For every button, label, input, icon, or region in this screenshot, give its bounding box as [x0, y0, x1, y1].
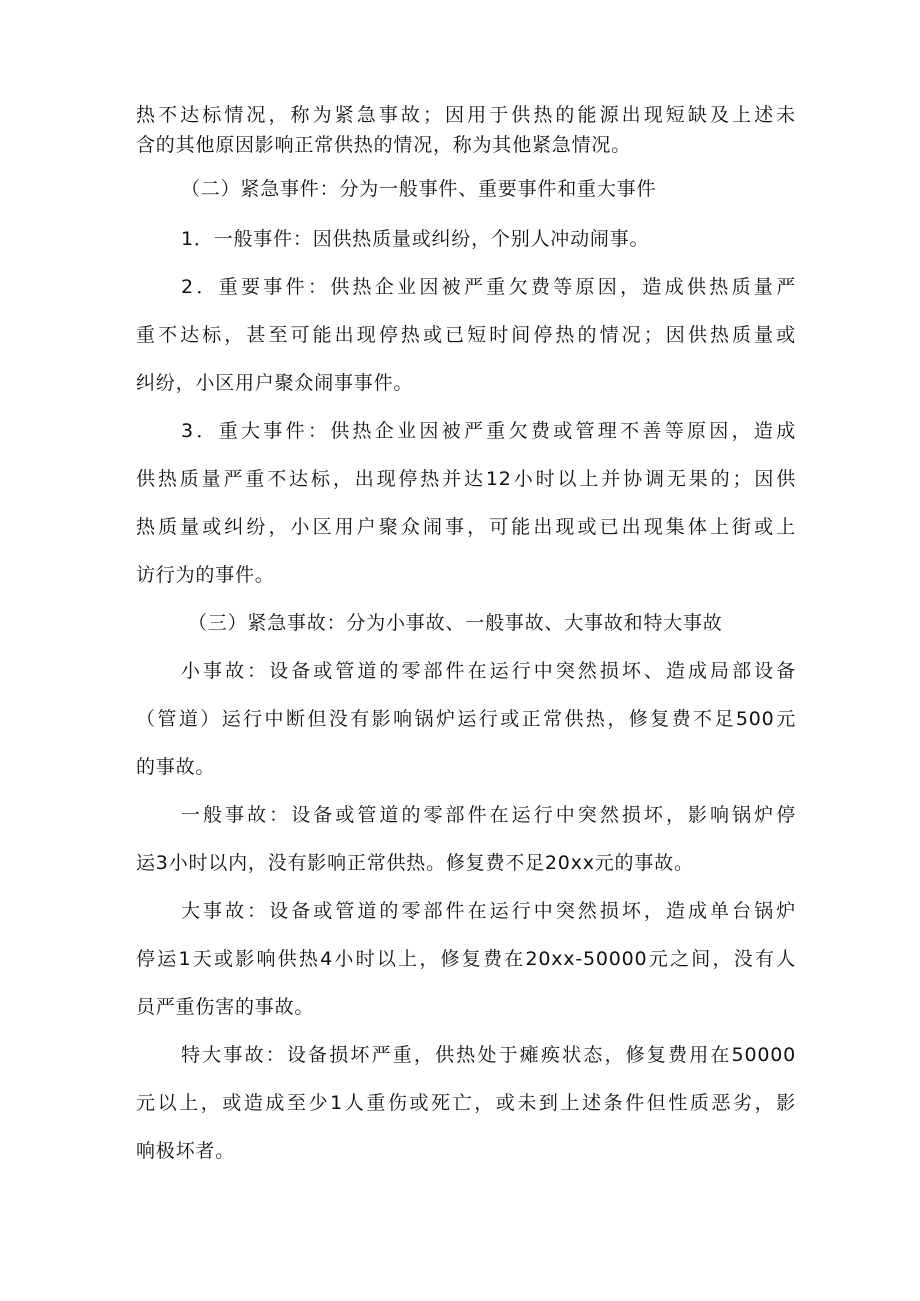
- text-line: 响极坏者。: [136, 1140, 236, 1162]
- section-heading: （二）紧急事件：分为一般事件、重要事件和重大事件: [181, 178, 657, 200]
- text-line: 运3小时以内，没有影响正常供热。修复费不足20xx元的事故。: [136, 852, 694, 874]
- text-line: 热不达标情况，称为紧急事故；因用于供热的能源出现短缺及上述未: [136, 104, 796, 126]
- text-line: （管道）运行中断但没有影响锅炉运行或正常供热，修复费不足500元: [136, 708, 796, 730]
- text-line: 重不达标，甚至可能出现停热或已短时间停热的情况；因供热质量或: [136, 324, 796, 346]
- list-item-heading: 1．一般事件：因供热质量或纠纷，个别人冲动闹事。: [181, 228, 650, 250]
- text-line: 大事故：设备或管道的零部件在运行中突然损坏，造成单台锅炉: [181, 900, 796, 922]
- text-line: 供热质量严重不达标，出现停热并达12小时以上并协调无果的；因供: [136, 468, 796, 490]
- text-line: 纠纷，小区用户聚众闹事事件。: [136, 372, 414, 394]
- text-line: 访行为的事件。: [136, 564, 275, 586]
- text-line: 含的其他原因影响正常供热的情况，称为其他紧急情况。: [136, 134, 632, 156]
- text-line: 的事故。: [136, 756, 216, 778]
- text-line: 元以上，或造成至少1人重伤或死亡，或未到上述条件但性质恶劣，影: [136, 1092, 796, 1114]
- text-line: 热质量或纠纷，小区用户聚众闹事，可能出现或已出现集体上街或上: [136, 516, 796, 538]
- section-heading: （三）紧急事故：分为小事故、一般事故、大事故和特大事故: [188, 612, 723, 634]
- text-line: 一般事故：设备或管道的零部件在运行中突然损坏，影响锅炉停: [181, 804, 796, 826]
- text-line: 2．重要事件：供热企业因被严重欠费等原因，造成供热质量严: [181, 276, 796, 298]
- text-line: 3．重大事件：供热企业因被严重欠费或管理不善等原因，造成: [181, 420, 796, 442]
- text-line: 员严重伤害的事故。: [136, 996, 315, 1018]
- text-line: 停运1天或影响供热4小时以上，修复费在20xx-50000元之间，没有人: [136, 948, 796, 970]
- text-line: 特大事故：设备损坏严重，供热处于瘫痪状态，修复费用在50000: [181, 1044, 796, 1066]
- text-line: 小事故：设备或管道的零部件在运行中突然损坏、造成局部设备: [181, 660, 796, 682]
